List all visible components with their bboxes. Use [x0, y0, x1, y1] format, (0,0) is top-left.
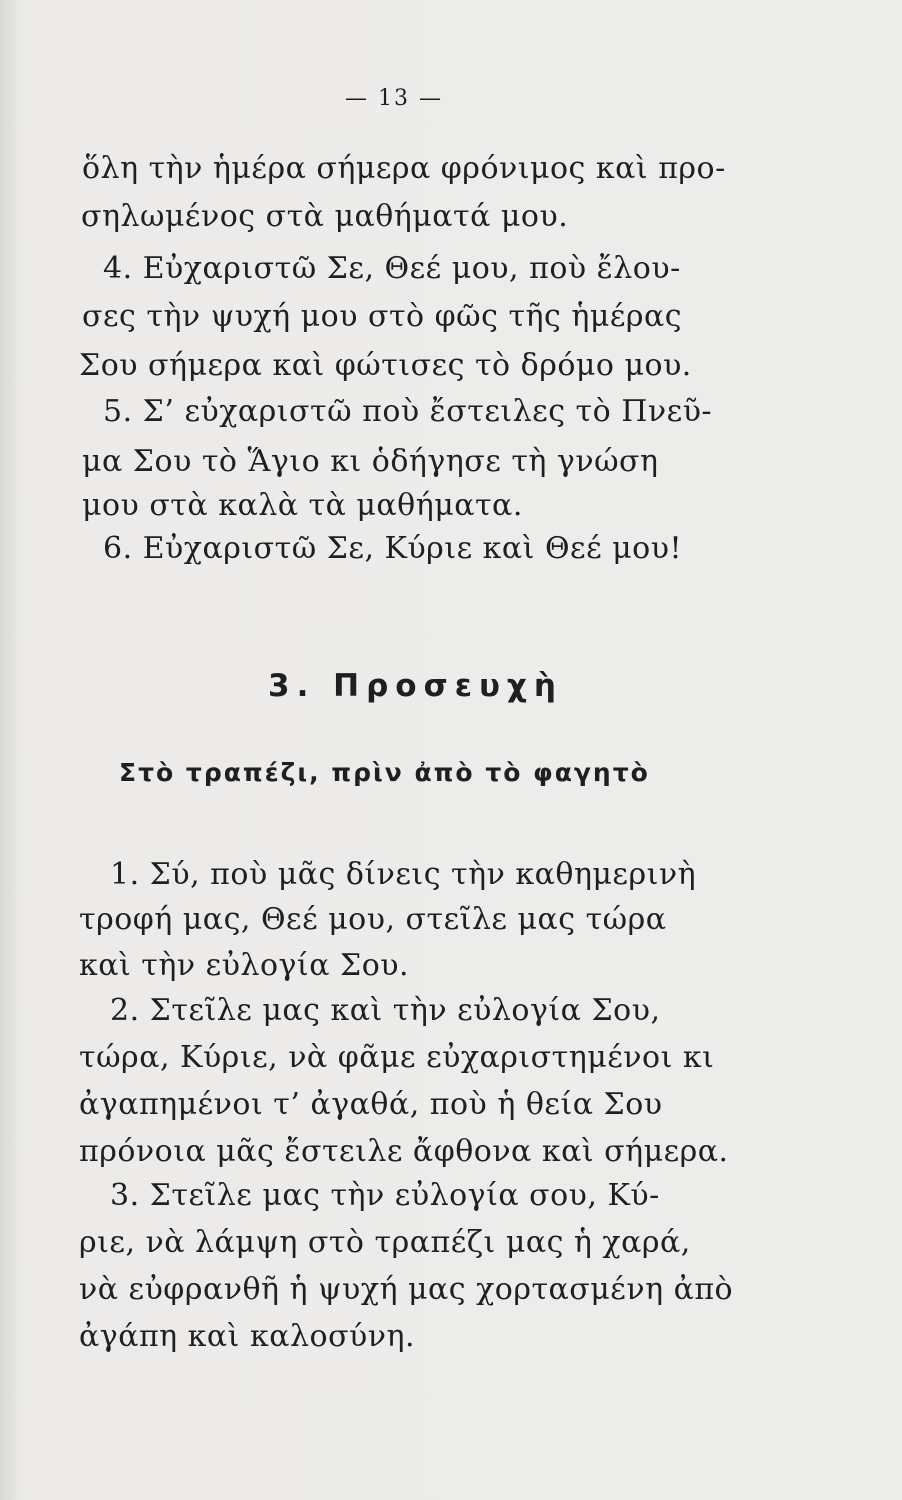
text-line: ἀγάπη καὶ καλοσύνη. [79, 1319, 416, 1354]
text-line: σηλωμένος στὰ μαθήματά μου. [81, 199, 569, 234]
text-line: μου στὰ καλὰ τὰ μαθήματα. [82, 488, 523, 523]
text-line: 3. Στεῖλε μας τὴν εὐλογία σου, Κύ- [110, 1178, 660, 1213]
text-line: τροφή μας, Θεέ μου, στεῖλε μας τώρα [79, 902, 667, 937]
text-line: σες τὴν ψυχή μου στὸ φῶς τῆς ἡμέρας [82, 299, 683, 334]
text-line: καὶ τὴν εὐλογία Σου. [79, 948, 410, 983]
page-number: — 13 — [345, 86, 443, 111]
text-line: 2. Στεῖλε μας καὶ τὴν εὐλογία Σου, [110, 993, 661, 1028]
text-line: τώρα, Κύριε, νὰ φᾶμε εὐχαριστημένοι κι [79, 1040, 715, 1075]
text-line: μα Σου τὸ Ἅγιο κι ὁδήγησε τὴ γνώση [82, 444, 659, 479]
section-subtitle: Στὸ τραπέζι, πρὶν ἀπὸ τὸ φαγητὸ [119, 758, 650, 787]
text-line: πρόνοια μᾶς ἔστειλε ἄφθονα καὶ σήμερα. [79, 1134, 729, 1169]
text-line: Σου σήμερα καὶ φώτισες τὸ δρόμο μου. [79, 348, 692, 383]
text-line: 1. Σύ, ποὺ μᾶς δίνεις τὴν καθημερινὴ [110, 857, 697, 892]
text-line: 5. Σ’ εὐχαριστῶ ποὺ ἔστειλες τὸ Πνεῦ- [103, 394, 713, 429]
text-line: ὅλη τὴν ἡμέρα σήμερα φρόνιμος καὶ προ- [82, 151, 726, 186]
section-title: 3. Προσευχὴ [268, 668, 563, 704]
text-line: 4. Εὐχαριστῶ Σε, Θεέ μου, ποὺ ἔλου- [103, 251, 681, 286]
text-line: ἀγαπημένοι τ’ ἀγαθά, ποὺ ἡ θεία Σου [79, 1087, 663, 1122]
text-line: 6. Εὐχαριστῶ Σε, Κύριε καὶ Θεέ μου! [103, 531, 683, 566]
text-line: νὰ εὐφρανθῆ ἡ ψυχή μας χορτασμένη ἀπὸ [79, 1272, 734, 1307]
text-line: ριε, νὰ λάμψη στὸ τραπέζι μας ἡ χαρά, [79, 1225, 691, 1260]
